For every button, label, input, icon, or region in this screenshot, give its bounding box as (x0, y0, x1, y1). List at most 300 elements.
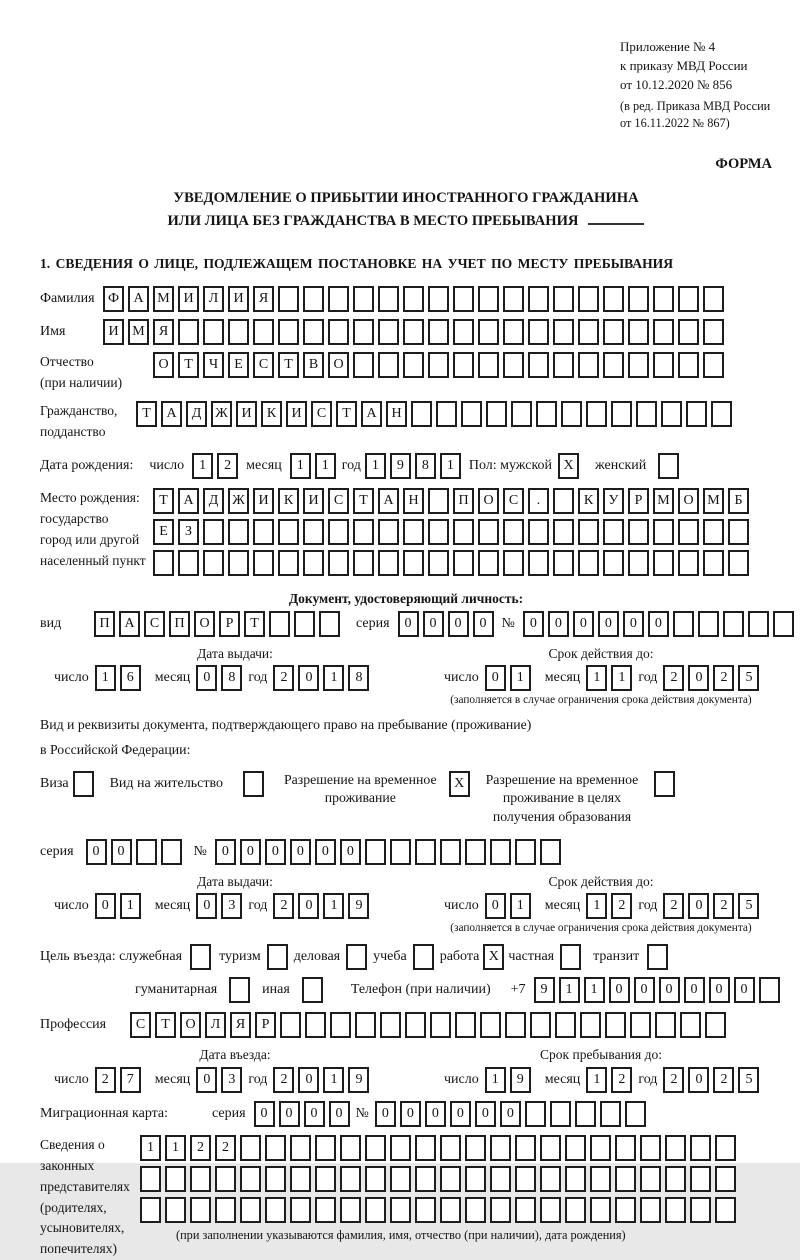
char-cell[interactable]: С (130, 1012, 151, 1038)
char-cell[interactable] (553, 488, 574, 514)
char-cell[interactable]: 1 (586, 893, 607, 919)
char-cell[interactable] (615, 1197, 636, 1223)
char-cell[interactable] (705, 1012, 726, 1038)
char-cell[interactable] (428, 519, 449, 545)
char-cell[interactable]: 1 (510, 665, 531, 691)
char-cell[interactable]: И (236, 401, 257, 427)
transit-checkbox[interactable] (647, 944, 668, 970)
char-cell[interactable]: 3 (221, 893, 242, 919)
char-cell[interactable] (748, 611, 769, 637)
sex-female-checkbox[interactable] (658, 453, 679, 479)
char-cell[interactable] (278, 319, 299, 345)
char-cell[interactable] (653, 519, 674, 545)
char-cell[interactable] (453, 550, 474, 576)
char-cell[interactable]: 0 (215, 839, 236, 865)
char-cell[interactable] (305, 1012, 326, 1038)
char-cell[interactable] (630, 1012, 651, 1038)
checkbox-cell[interactable] (658, 453, 679, 479)
char-cell[interactable] (678, 319, 699, 345)
char-cell[interactable]: 0 (196, 1067, 217, 1093)
char-cell[interactable] (723, 611, 744, 637)
char-cell[interactable]: 2 (217, 453, 238, 479)
char-cell[interactable] (303, 550, 324, 576)
char-cell[interactable]: 9 (534, 977, 555, 1003)
char-cell[interactable]: М (153, 286, 174, 312)
char-cell[interactable] (590, 1135, 611, 1161)
char-cell[interactable]: П (169, 611, 190, 637)
char-cell[interactable]: 2 (713, 893, 734, 919)
char-cell[interactable]: 1 (120, 893, 141, 919)
char-cell[interactable] (575, 1101, 596, 1127)
char-cell[interactable]: Т (178, 352, 199, 378)
char-cell[interactable] (565, 1166, 586, 1192)
char-cell[interactable]: О (328, 352, 349, 378)
char-cell[interactable] (365, 839, 386, 865)
char-cell[interactable] (465, 839, 486, 865)
char-cell[interactable] (536, 401, 557, 427)
char-cell[interactable]: И (303, 488, 324, 514)
char-cell[interactable]: 0 (304, 1101, 325, 1127)
char-cell[interactable]: 0 (398, 611, 419, 637)
char-cell[interactable] (605, 1012, 626, 1038)
char-cell[interactable]: 9 (348, 1067, 369, 1093)
char-cell[interactable] (590, 1166, 611, 1192)
char-cell[interactable]: 1 (290, 453, 311, 479)
checkbox-cell[interactable]: X (558, 453, 579, 479)
char-cell[interactable] (265, 1197, 286, 1223)
char-cell[interactable] (703, 519, 724, 545)
char-cell[interactable]: Т (278, 352, 299, 378)
char-cell[interactable]: 0 (485, 665, 506, 691)
char-cell[interactable] (553, 352, 574, 378)
char-cell[interactable] (403, 519, 424, 545)
char-cell[interactable]: С (144, 611, 165, 637)
char-cell[interactable]: 0 (298, 893, 319, 919)
char-cell[interactable] (228, 319, 249, 345)
char-cell[interactable] (269, 611, 290, 637)
char-cell[interactable] (553, 286, 574, 312)
char-cell[interactable]: 0 (95, 893, 116, 919)
char-cell[interactable] (503, 352, 524, 378)
char-cell[interactable]: Ж (211, 401, 232, 427)
char-cell[interactable]: С (253, 352, 274, 378)
char-cell[interactable] (555, 1012, 576, 1038)
char-cell[interactable]: А (161, 401, 182, 427)
char-cell[interactable] (678, 352, 699, 378)
char-cell[interactable]: 1 (323, 665, 344, 691)
char-cell[interactable] (678, 550, 699, 576)
char-cell[interactable]: 2 (273, 665, 294, 691)
char-cell[interactable]: 0 (400, 1101, 421, 1127)
char-cell[interactable]: Т (353, 488, 374, 514)
char-cell[interactable] (340, 1166, 361, 1192)
char-cell[interactable]: 2 (611, 893, 632, 919)
char-cell[interactable] (290, 1166, 311, 1192)
char-cell[interactable] (603, 319, 624, 345)
char-cell[interactable] (586, 401, 607, 427)
char-cell[interactable] (698, 611, 719, 637)
char-cell[interactable] (703, 550, 724, 576)
char-cell[interactable]: 0 (598, 611, 619, 637)
char-cell[interactable]: К (578, 488, 599, 514)
char-cell[interactable]: 3 (221, 1067, 242, 1093)
char-cell[interactable]: С (328, 488, 349, 514)
char-cell[interactable]: Р (255, 1012, 276, 1038)
char-cell[interactable] (140, 1197, 161, 1223)
char-cell[interactable]: 0 (475, 1101, 496, 1127)
char-cell[interactable]: 1 (323, 1067, 344, 1093)
char-cell[interactable] (365, 1197, 386, 1223)
char-cell[interactable] (553, 519, 574, 545)
char-cell[interactable] (440, 839, 461, 865)
char-cell[interactable] (203, 519, 224, 545)
char-cell[interactable] (440, 1197, 461, 1223)
char-cell[interactable]: 0 (111, 839, 132, 865)
char-cell[interactable] (403, 352, 424, 378)
char-cell[interactable] (578, 352, 599, 378)
char-cell[interactable]: А (361, 401, 382, 427)
char-cell[interactable] (190, 1166, 211, 1192)
char-cell[interactable] (453, 352, 474, 378)
char-cell[interactable]: У (603, 488, 624, 514)
char-cell[interactable]: 8 (415, 453, 436, 479)
char-cell[interactable] (165, 1166, 186, 1192)
char-cell[interactable]: 9 (510, 1067, 531, 1093)
char-cell[interactable] (315, 1135, 336, 1161)
char-cell[interactable] (553, 550, 574, 576)
char-cell[interactable] (228, 519, 249, 545)
char-cell[interactable] (240, 1197, 261, 1223)
char-cell[interactable] (653, 352, 674, 378)
char-cell[interactable] (528, 352, 549, 378)
char-cell[interactable] (215, 1197, 236, 1223)
checkbox-cell[interactable] (73, 771, 94, 797)
char-cell[interactable] (578, 286, 599, 312)
temp-permit-checkbox[interactable] (449, 771, 470, 797)
char-cell[interactable]: О (153, 352, 174, 378)
char-cell[interactable]: А (178, 488, 199, 514)
char-cell[interactable] (240, 1166, 261, 1192)
char-cell[interactable] (653, 319, 674, 345)
char-cell[interactable]: С (503, 488, 524, 514)
char-cell[interactable] (628, 550, 649, 576)
char-cell[interactable] (415, 1197, 436, 1223)
char-cell[interactable]: 2 (190, 1135, 211, 1161)
char-cell[interactable]: 0 (500, 1101, 521, 1127)
char-cell[interactable]: 0 (485, 893, 506, 919)
char-cell[interactable]: 0 (473, 611, 494, 637)
char-cell[interactable] (403, 550, 424, 576)
char-cell[interactable] (490, 1197, 511, 1223)
private-checkbox[interactable] (560, 944, 581, 970)
char-cell[interactable]: Р (219, 611, 240, 637)
char-cell[interactable]: 0 (86, 839, 107, 865)
char-cell[interactable] (628, 519, 649, 545)
char-cell[interactable]: 1 (192, 453, 213, 479)
official-checkbox[interactable] (190, 944, 211, 970)
char-cell[interactable] (511, 401, 532, 427)
checkbox-cell[interactable] (346, 944, 367, 970)
char-cell[interactable] (328, 519, 349, 545)
char-cell[interactable] (415, 1135, 436, 1161)
char-cell[interactable] (411, 401, 432, 427)
work-checkbox[interactable] (483, 944, 504, 970)
char-cell[interactable] (465, 1166, 486, 1192)
char-cell[interactable]: 2 (713, 665, 734, 691)
char-cell[interactable] (653, 286, 674, 312)
char-cell[interactable]: 1 (440, 453, 461, 479)
char-cell[interactable]: О (194, 611, 215, 637)
char-cell[interactable] (428, 319, 449, 345)
char-cell[interactable] (390, 1166, 411, 1192)
char-cell[interactable]: Я (153, 319, 174, 345)
char-cell[interactable]: 0 (425, 1101, 446, 1127)
char-cell[interactable] (378, 550, 399, 576)
char-cell[interactable] (280, 1012, 301, 1038)
study-checkbox[interactable] (413, 944, 434, 970)
char-cell[interactable] (728, 519, 749, 545)
char-cell[interactable] (486, 401, 507, 427)
char-cell[interactable] (773, 611, 794, 637)
char-cell[interactable] (540, 1197, 561, 1223)
char-cell[interactable] (453, 286, 474, 312)
char-cell[interactable]: 0 (254, 1101, 275, 1127)
char-cell[interactable] (240, 1135, 261, 1161)
char-cell[interactable] (378, 319, 399, 345)
char-cell[interactable] (590, 1197, 611, 1223)
char-cell[interactable] (430, 1012, 451, 1038)
char-cell[interactable] (215, 1166, 236, 1192)
char-cell[interactable] (415, 839, 436, 865)
char-cell[interactable] (303, 519, 324, 545)
char-cell[interactable]: 1 (140, 1135, 161, 1161)
char-cell[interactable] (330, 1012, 351, 1038)
char-cell[interactable]: Т (136, 401, 157, 427)
char-cell[interactable] (278, 519, 299, 545)
checkbox-cell[interactable] (243, 771, 264, 797)
char-cell[interactable]: 0 (423, 611, 444, 637)
char-cell[interactable] (625, 1101, 646, 1127)
checkbox-cell[interactable]: X (483, 944, 504, 970)
char-cell[interactable] (390, 1197, 411, 1223)
char-cell[interactable] (690, 1135, 711, 1161)
char-cell[interactable]: 0 (240, 839, 261, 865)
char-cell[interactable]: 1 (611, 665, 632, 691)
char-cell[interactable] (265, 1135, 286, 1161)
char-cell[interactable] (478, 319, 499, 345)
char-cell[interactable] (328, 286, 349, 312)
char-cell[interactable] (278, 286, 299, 312)
char-cell[interactable]: Т (244, 611, 265, 637)
char-cell[interactable]: 0 (659, 977, 680, 1003)
char-cell[interactable] (228, 550, 249, 576)
char-cell[interactable] (503, 519, 524, 545)
char-cell[interactable] (380, 1012, 401, 1038)
char-cell[interactable] (253, 550, 274, 576)
char-cell[interactable] (340, 1135, 361, 1161)
char-cell[interactable] (759, 977, 780, 1003)
business-checkbox[interactable] (346, 944, 367, 970)
char-cell[interactable]: 2 (663, 1067, 684, 1093)
checkbox-cell[interactable] (560, 944, 581, 970)
checkbox-cell[interactable] (229, 977, 250, 1003)
char-cell[interactable]: 1 (365, 453, 386, 479)
char-cell[interactable] (628, 319, 649, 345)
char-cell[interactable]: 0 (196, 893, 217, 919)
humanitarian-checkbox[interactable] (229, 977, 250, 1003)
char-cell[interactable]: М (128, 319, 149, 345)
char-cell[interactable]: 0 (375, 1101, 396, 1127)
char-cell[interactable] (428, 550, 449, 576)
char-cell[interactable]: 0 (523, 611, 544, 637)
char-cell[interactable] (515, 1197, 536, 1223)
char-cell[interactable]: 1 (584, 977, 605, 1003)
char-cell[interactable]: 2 (663, 665, 684, 691)
char-cell[interactable]: 2 (273, 1067, 294, 1093)
char-cell[interactable] (528, 550, 549, 576)
char-cell[interactable] (565, 1197, 586, 1223)
char-cell[interactable]: Е (228, 352, 249, 378)
char-cell[interactable] (525, 1101, 546, 1127)
char-cell[interactable]: Н (403, 488, 424, 514)
char-cell[interactable]: 7 (120, 1067, 141, 1093)
char-cell[interactable]: 2 (713, 1067, 734, 1093)
char-cell[interactable] (603, 286, 624, 312)
char-cell[interactable]: Ж (228, 488, 249, 514)
char-cell[interactable]: Я (253, 286, 274, 312)
residence-permit-checkbox[interactable] (243, 771, 264, 797)
char-cell[interactable]: Р (628, 488, 649, 514)
char-cell[interactable]: 1 (95, 665, 116, 691)
char-cell[interactable]: 0 (279, 1101, 300, 1127)
char-cell[interactable]: 1 (559, 977, 580, 1003)
char-cell[interactable]: 0 (688, 893, 709, 919)
char-cell[interactable] (355, 1012, 376, 1038)
char-cell[interactable]: 0 (450, 1101, 471, 1127)
char-cell[interactable]: Я (230, 1012, 251, 1038)
char-cell[interactable] (703, 286, 724, 312)
char-cell[interactable] (690, 1166, 711, 1192)
char-cell[interactable] (253, 319, 274, 345)
char-cell[interactable] (353, 319, 374, 345)
char-cell[interactable]: 5 (738, 893, 759, 919)
char-cell[interactable] (528, 319, 549, 345)
char-cell[interactable]: Л (205, 1012, 226, 1038)
char-cell[interactable] (190, 1197, 211, 1223)
char-cell[interactable] (294, 611, 315, 637)
char-cell[interactable] (528, 519, 549, 545)
char-cell[interactable]: О (180, 1012, 201, 1038)
char-cell[interactable] (600, 1101, 621, 1127)
char-cell[interactable]: 1 (165, 1135, 186, 1161)
char-cell[interactable] (678, 286, 699, 312)
char-cell[interactable] (203, 550, 224, 576)
char-cell[interactable] (490, 1135, 511, 1161)
char-cell[interactable]: 1 (485, 1067, 506, 1093)
char-cell[interactable] (303, 319, 324, 345)
char-cell[interactable] (640, 1166, 661, 1192)
char-cell[interactable] (665, 1197, 686, 1223)
char-cell[interactable]: А (119, 611, 140, 637)
char-cell[interactable]: Ч (203, 352, 224, 378)
char-cell[interactable] (553, 319, 574, 345)
char-cell[interactable] (540, 839, 561, 865)
checkbox-cell[interactable] (302, 977, 323, 1003)
char-cell[interactable] (665, 1166, 686, 1192)
char-cell[interactable] (390, 1135, 411, 1161)
char-cell[interactable] (405, 1012, 426, 1038)
char-cell[interactable]: 2 (611, 1067, 632, 1093)
checkbox-cell[interactable] (654, 771, 675, 797)
char-cell[interactable] (653, 550, 674, 576)
char-cell[interactable] (603, 352, 624, 378)
char-cell[interactable] (428, 352, 449, 378)
char-cell[interactable] (515, 839, 536, 865)
char-cell[interactable]: 8 (348, 665, 369, 691)
char-cell[interactable] (253, 519, 274, 545)
char-cell[interactable] (265, 1166, 286, 1192)
char-cell[interactable]: О (478, 488, 499, 514)
char-cell[interactable] (655, 1012, 676, 1038)
char-cell[interactable]: Ф (103, 286, 124, 312)
char-cell[interactable]: Т (153, 488, 174, 514)
char-cell[interactable]: М (653, 488, 674, 514)
sex-male-checkbox[interactable] (558, 453, 579, 479)
char-cell[interactable]: 0 (315, 839, 336, 865)
char-cell[interactable] (378, 352, 399, 378)
char-cell[interactable]: 0 (734, 977, 755, 1003)
char-cell[interactable]: 0 (196, 665, 217, 691)
char-cell[interactable]: 0 (623, 611, 644, 637)
char-cell[interactable] (615, 1166, 636, 1192)
char-cell[interactable]: 0 (573, 611, 594, 637)
char-cell[interactable] (428, 488, 449, 514)
char-cell[interactable]: 2 (215, 1135, 236, 1161)
char-cell[interactable]: П (453, 488, 474, 514)
char-cell[interactable] (478, 286, 499, 312)
char-cell[interactable] (203, 319, 224, 345)
char-cell[interactable] (315, 1197, 336, 1223)
char-cell[interactable]: И (103, 319, 124, 345)
char-cell[interactable]: 0 (688, 665, 709, 691)
char-cell[interactable]: 0 (609, 977, 630, 1003)
char-cell[interactable]: 2 (273, 893, 294, 919)
char-cell[interactable]: А (128, 286, 149, 312)
char-cell[interactable] (503, 286, 524, 312)
char-cell[interactable]: 0 (548, 611, 569, 637)
char-cell[interactable]: 1 (586, 1067, 607, 1093)
char-cell[interactable]: 1 (315, 453, 336, 479)
char-cell[interactable]: К (278, 488, 299, 514)
char-cell[interactable] (353, 286, 374, 312)
char-cell[interactable]: Т (155, 1012, 176, 1038)
char-cell[interactable] (478, 519, 499, 545)
char-cell[interactable]: 8 (221, 665, 242, 691)
char-cell[interactable]: Л (203, 286, 224, 312)
char-cell[interactable] (480, 1012, 501, 1038)
char-cell[interactable] (603, 519, 624, 545)
char-cell[interactable] (465, 1197, 486, 1223)
char-cell[interactable] (636, 401, 657, 427)
char-cell[interactable] (453, 319, 474, 345)
visa-checkbox[interactable] (73, 771, 94, 797)
char-cell[interactable]: 9 (348, 893, 369, 919)
char-cell[interactable]: 0 (298, 1067, 319, 1093)
char-cell[interactable]: С (311, 401, 332, 427)
char-cell[interactable] (478, 352, 499, 378)
char-cell[interactable] (478, 550, 499, 576)
char-cell[interactable]: Е (153, 519, 174, 545)
